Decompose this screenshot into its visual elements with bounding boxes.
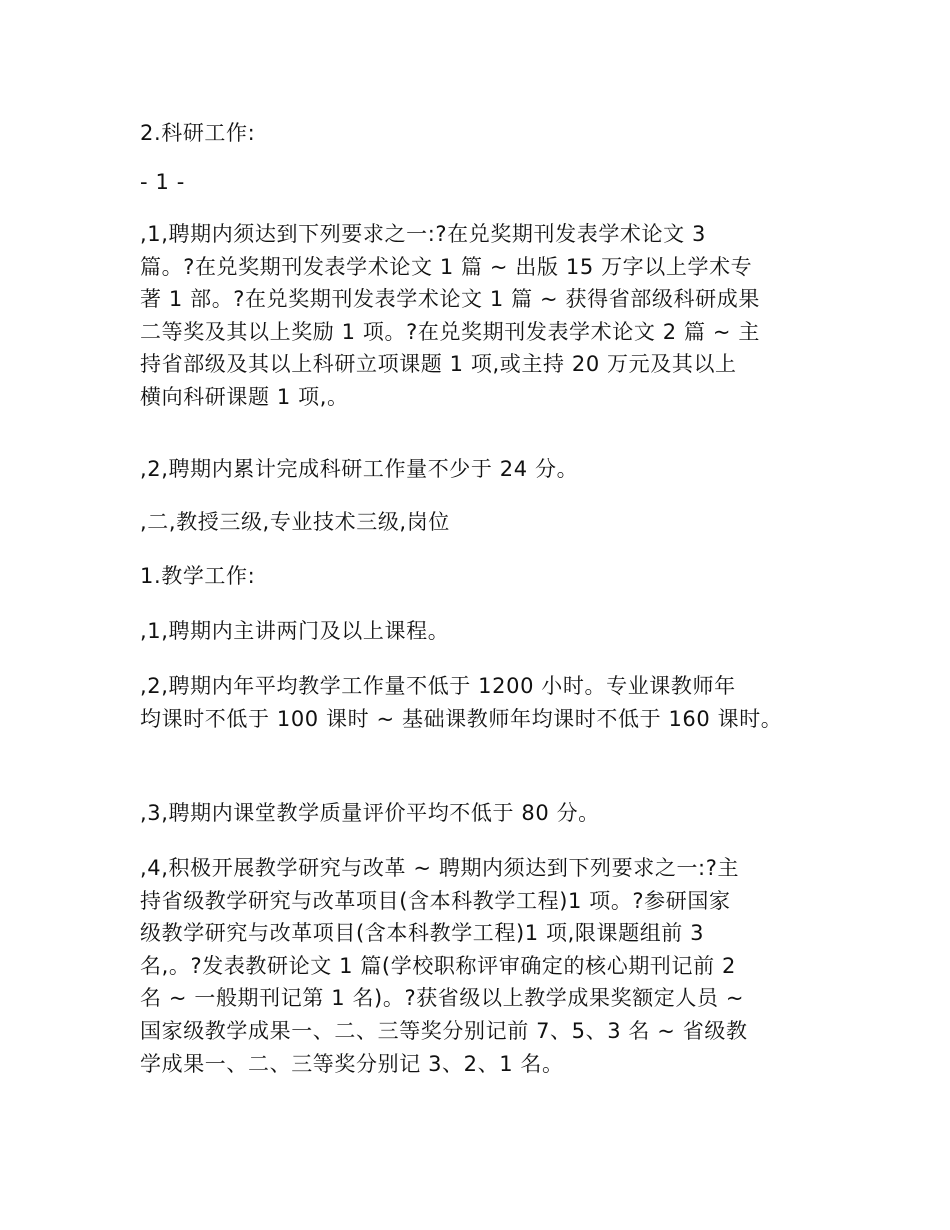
- page-number: - 1 -: [140, 170, 185, 194]
- paragraph-teaching-courses: ,1,聘期内主讲两门及以上课程。: [140, 619, 450, 643]
- text-line: 横向科研课题 1 项,。: [140, 384, 349, 409]
- paragraph-research-requirements: [140, 218, 830, 414]
- text-line: 持省级教学研究与改革项目(含本科教学工程)1 项。?参研国家: [140, 888, 731, 913]
- text-line: 均课时不低于 100 课时 ~ 基础课教师年均课时不低于 160 课时。: [140, 706, 783, 731]
- text-line: 学成果一、二、三等奖分别记 3、2、1 名。: [140, 1051, 564, 1076]
- text-line: 国家级教学成果一、二、三等奖分别记前 7、5、3 名 ~ 省级教: [140, 1018, 748, 1043]
- paragraph-teaching-quality: ,3,聘期内课堂教学质量评价平均不低于 80 分。: [140, 801, 600, 825]
- paragraph-research-workload: ,2,聘期内累计完成科研工作量不少于 24 分。: [140, 457, 579, 481]
- text-line: 二等奖及其以上奖励 1 项。?在兑奖期刊发表学术论文 2 篇 ~ 主: [140, 319, 760, 344]
- section-heading-research: 2.科研工作:: [140, 121, 256, 145]
- text-line: ,1,聘期内须达到下列要求之一:?在兑奖期刊发表学术论文 3: [140, 222, 706, 246]
- text-line: 名 ~ 一般期刊记第 1 名)。?获省级以上教学成果奖额定人员 ~: [140, 986, 745, 1011]
- text-line: 篇。?在兑奖期刊发表学术论文 1 篇 ~ 出版 15 万字以上学术专: [140, 254, 753, 279]
- text-line: 持省部级及其以上科研立项课题 1 项,或主持 20 万元及其以上: [140, 352, 737, 377]
- section-heading-professor-level-3: ,二,教授三级,专业技术三级,岗位: [140, 510, 450, 534]
- text-line: ,2,聘期内年平均教学工作量不低于 1200 小时。专业课教师年: [140, 674, 736, 698]
- paragraph-teaching-research-reform: [140, 852, 830, 1080]
- section-heading-teaching: 1.教学工作:: [140, 564, 256, 588]
- text-line: 级教学研究与改革项目(含本科教学工程)1 项,限课题组前 3: [140, 921, 705, 946]
- paragraph-teaching-workload: [140, 670, 830, 735]
- text-line: ,4,积极开展教学研究与改革 ~ 聘期内须达到下列要求之一:?主: [140, 856, 740, 880]
- text-line: 著 1 部。?在兑奖期刊发表学术论文 1 篇 ~ 获得省部级科研成果: [140, 287, 760, 312]
- text-line: 名,。?发表教研论文 1 篇(学校职称评审确定的核心期刊记前 2: [140, 953, 736, 978]
